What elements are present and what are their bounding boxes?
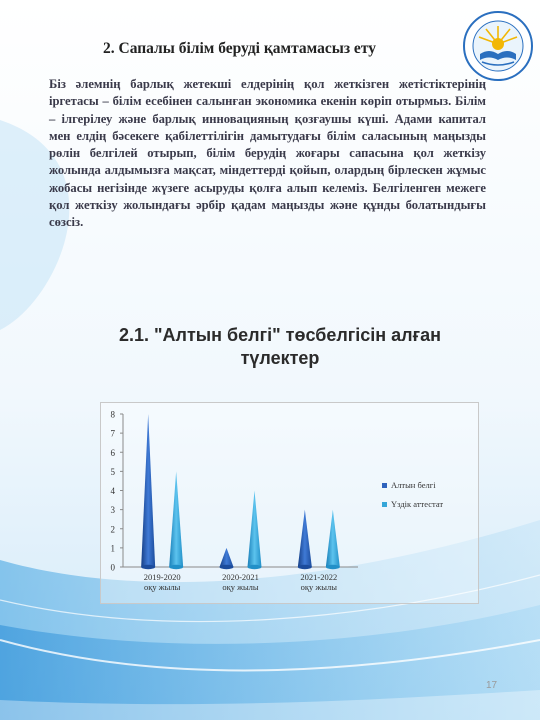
y-tick-label: 0 [110,562,115,573]
y-tick-label: 4 [110,486,115,496]
bar-altyn-belgi [141,414,155,567]
intro-paragraph: Біз әлемнің барлық жетекші елдерінің қол жеткізген жетістіктерінің іргетасы – білім есебінен салынған экономика екенін көріп отырмыз. Білім – ілгерілеу және барлық инновацияның қозғаушы күші. Адами капитал мен елдің бәсекеге қабілеттілігін дамытудағы білім саласының маңызды рөлін белгілей отырып, білім берудің жоғары сапасына қол жеткізу жолында алдымызға мақсат, міндеттерді қойып, олардың бірлескен жұмыс жобасы негізінде жүзеге асыруды қолға алып келеміз. Белгіленген межеге қол жеткізу жолындағы әрбір қадам маңызды және құнды болатындығы сөзсіз. [49,77,486,230]
bar-chart [100,402,477,602]
x-tick-label: оқу жылы [300,582,337,592]
legend-label: Алтын белгі [391,480,436,490]
page-heading: 2. Сапалы білім беруді қамтамасыз ету [103,40,376,57]
y-tick-label: 5 [110,466,115,477]
x-tick-label: оқу жылы [144,582,181,592]
y-tick-label: 3 [110,505,115,516]
legend-label: Үздік аттестат [391,499,444,509]
bar-base [326,565,340,569]
y-tick-label: 6 [110,447,115,458]
chart-title: 2.1. "Алтын белгі" төсбелгісін алған түлектер [118,325,441,368]
x-tick-label: оқу жылы [222,582,259,592]
legend-swatch [382,502,387,507]
bar-uzdik-attestat [326,510,340,567]
x-tick-label: 2021-2022 [300,572,338,582]
y-tick-label: 2 [110,524,115,535]
y-tick-label: 1 [110,543,115,554]
y-tick-label: 8 [110,409,115,420]
x-tick-label: 2019-2020 [143,572,181,582]
bar-altyn-belgi [220,548,234,567]
bar-uzdik-attestat [169,471,183,567]
x-tick-label: 2020-2021 [222,572,259,582]
page-number: 17 [486,680,498,691]
bar-uzdik-attestat [248,491,262,568]
bar-base [169,565,183,569]
school-emblem-icon [462,10,534,82]
bar-base [298,565,312,569]
bar-base [141,565,155,569]
bar-base [220,565,234,569]
bar-altyn-belgi [298,510,312,567]
legend-swatch [382,483,387,488]
y-tick-label: 7 [110,428,115,439]
bar-base [248,565,262,569]
